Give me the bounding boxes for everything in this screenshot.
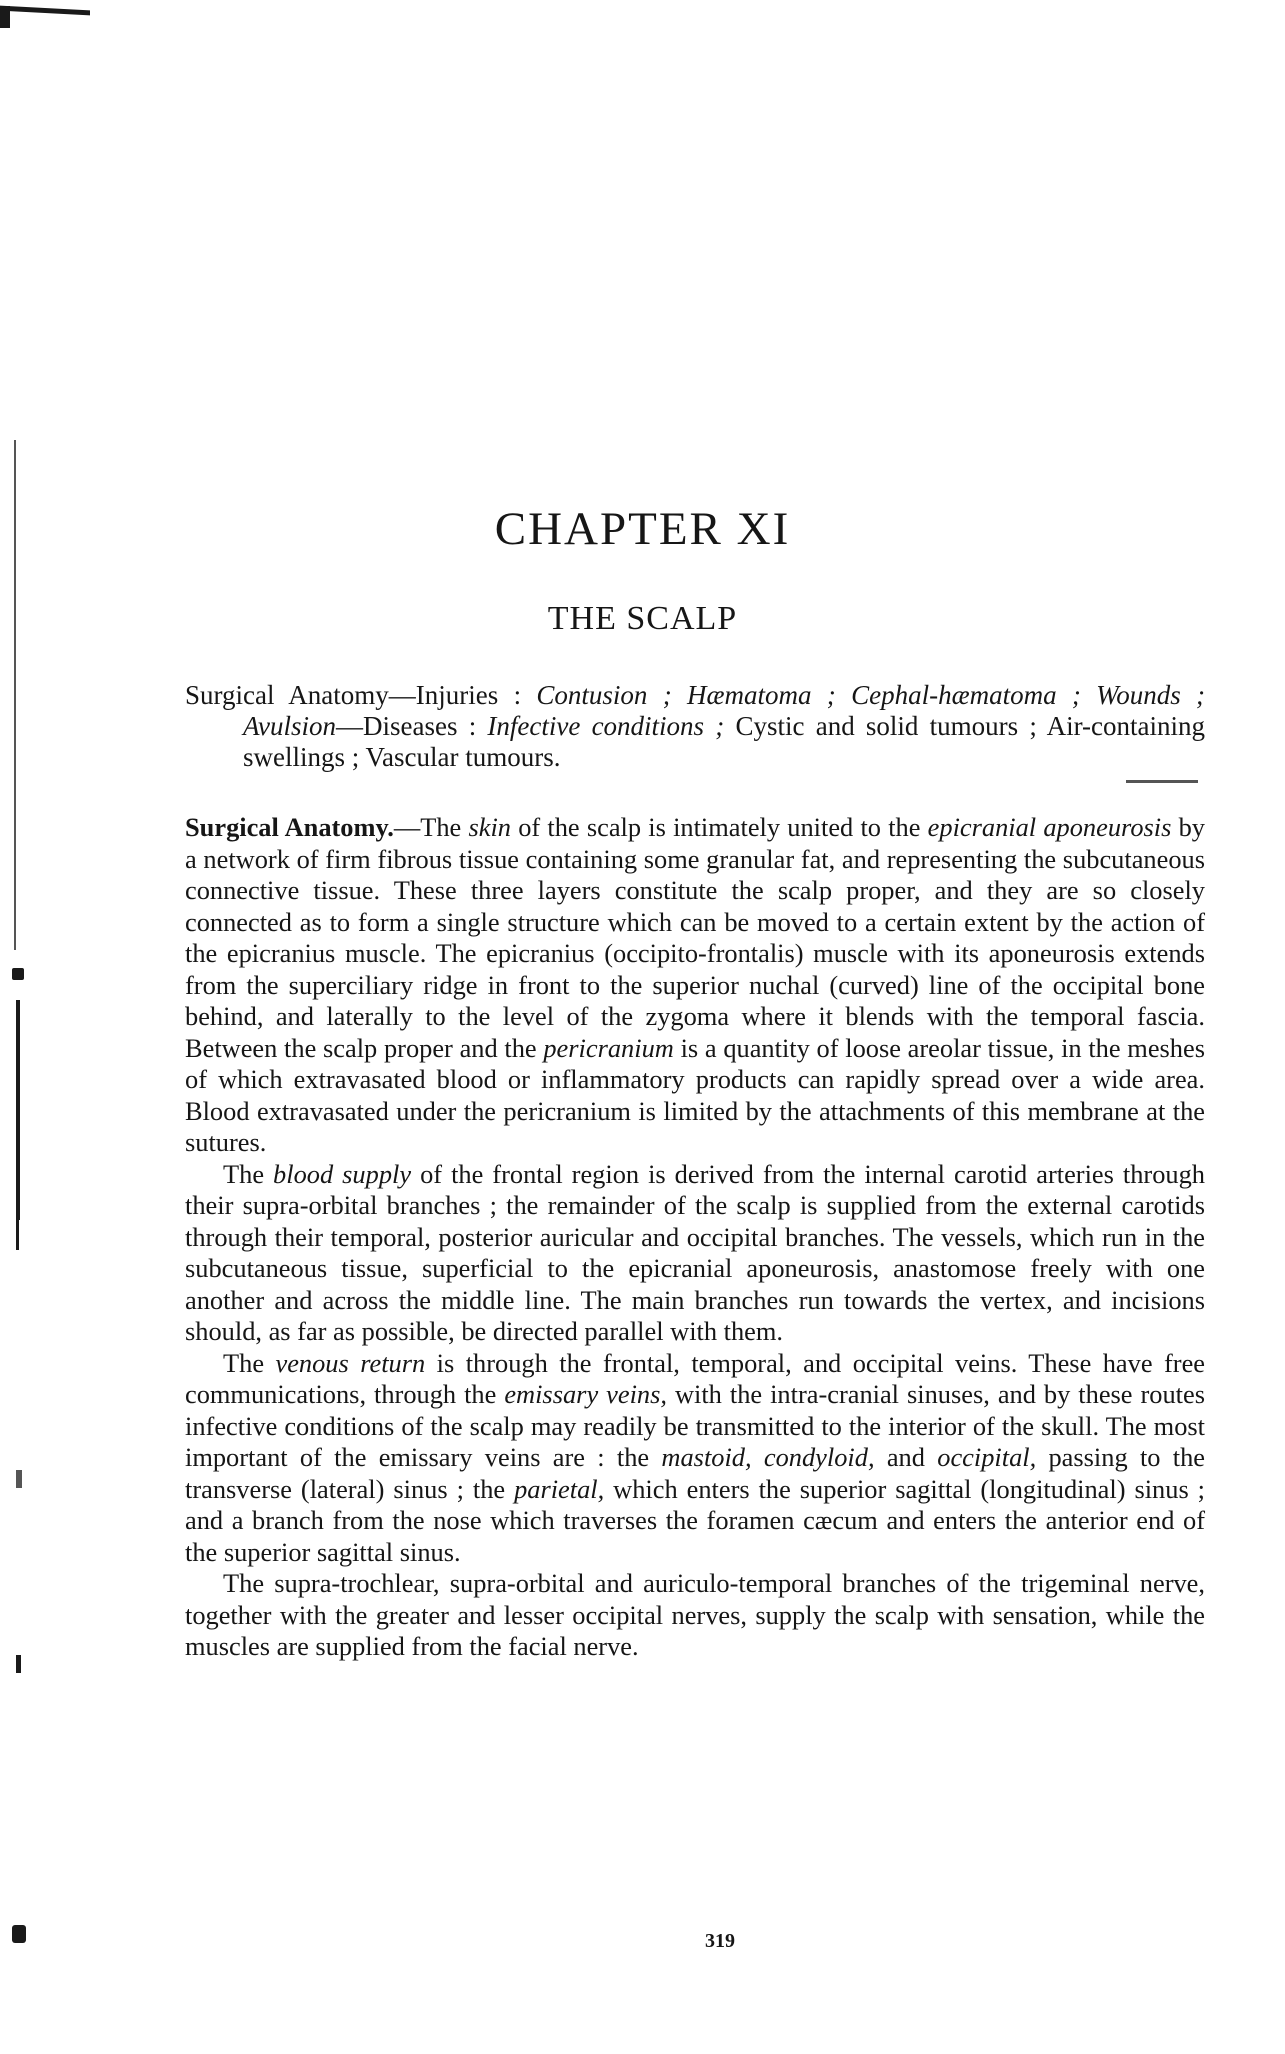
run-in-heading: Surgical Anatomy. <box>185 812 394 842</box>
scan-mark-top-left-tick <box>0 6 10 28</box>
italic-term: blood supply <box>273 1158 412 1189</box>
text-run: by a network of firm fibrous tissue containing some granular fat, and representing the subcutaneous connective tissue. These three layers constitute the scalp proper, and they are so closely connected as to form a single structure which can be moved to a certain extent by the action of the epicranius muscle. The epicranius (occipito-frontalis) muscle with its aponeurosis extends from the superciliary ridge in front to the superior nuchal (curved) line of the occipital bone behind, and laterally to the level of the zygoma where it blends with the temporal fascia. Between the scalp proper and the <box>185 812 1205 1063</box>
text-run: —The <box>393 812 469 842</box>
italic-term: epicranial aponeurosis <box>927 812 1172 842</box>
text-run: The supra-trochlear, supra-orbital and auriculo-temporal branches of the trigeminal nerve, together with the greater and lesser occipital nerves, supply the scalp with sensation, while the muscles are supplied from the facial nerve. <box>185 1568 1205 1661</box>
italic-term: skin <box>468 812 511 842</box>
text-run: of the scalp is intimately united to the <box>510 812 928 842</box>
synopsis-part: Cystic and solid tumours ; Air-containing swellings ; Vascular tumours. <box>243 711 1205 772</box>
paragraph-venous-return <box>185 1348 1205 1569</box>
margin-rule-3 <box>16 1150 19 1250</box>
chapter-heading: CHAPTER XI <box>494 503 791 555</box>
text-run: which enters the superior sagittal (longitudinal) sinus ; and a branch from the nose which traverses the foramen cæcum and enters the anterior end of the superior sagittal sinus. <box>185 1473 1205 1567</box>
text-run: The <box>223 1347 276 1378</box>
italic-term: venous return <box>275 1347 426 1378</box>
synopsis-part: Surgical Anatomy—Injuries : <box>185 680 537 710</box>
italic-term: occipital, <box>937 1442 1037 1472</box>
page-number: 319 <box>705 1930 735 1952</box>
text-run: passing to the transverse (lateral) sinus ; the <box>185 1442 1205 1504</box>
text-run: is a quantity of loose areolar tissue, in the meshes of which extravasated blood or inflammatory products can rapidly spread over a wide area. Blood extravasated under the pericranium is limited by the attachments of this membrane at the sutures. <box>185 1032 1205 1157</box>
paragraph-blood-supply <box>185 1159 1205 1348</box>
italic-term: parietal, <box>514 1473 605 1504</box>
margin-tick-3 <box>16 1655 21 1673</box>
text-run: is through the frontal, temporal, and occipital veins. These have free communications, through the <box>185 1347 1205 1409</box>
text-run: The <box>223 1158 274 1189</box>
synopsis-end-rule <box>1126 780 1198 783</box>
synopsis-part: —Diseases : <box>336 711 488 741</box>
text-run: with the intra-cranial sinuses, and by these routes infective conditions of the scalp may readily be transmitted to the interior of the skull. The most important of the emissary veins are : the <box>185 1379 1205 1472</box>
italic-term: emissary veins, <box>504 1379 667 1409</box>
chapter-title: THE SCALP <box>547 600 738 637</box>
synopsis-italic: Infective conditions ; <box>487 711 725 741</box>
body-text <box>185 812 1205 1663</box>
margin-tick-2 <box>16 1470 22 1488</box>
scan-mark-top-left <box>0 6 90 16</box>
italic-term: pericranium <box>543 1032 674 1063</box>
italic-term: mastoid, condyloid, <box>661 1442 875 1472</box>
paragraph-surgical-anatomy <box>185 812 1205 1159</box>
text-run: of the frontal region is derived from the internal carotid arteries through their supra-orbital branches ; the remainder of the scalp is supplied from the external carotids through their temporal, posterior auricular and occipital branches. The vessels, which run in the subcutaneous tissue, superficial to the epicranial aponeurosis, anastomose freely with one another and across the middle line. The main branches run towards the vertex, and incisions should, as far as possible, be directed parallel with them. <box>185 1158 1205 1346</box>
synopsis-italic: Contusion ; Hæmatoma ; Cephal-hæmatoma ; Wounds ; Avulsion <box>243 680 1205 741</box>
text-run: and <box>874 1442 938 1472</box>
paragraph-nerves <box>185 1568 1205 1663</box>
margin-tick-1 <box>12 968 24 980</box>
chapter-synopsis <box>185 680 1205 773</box>
